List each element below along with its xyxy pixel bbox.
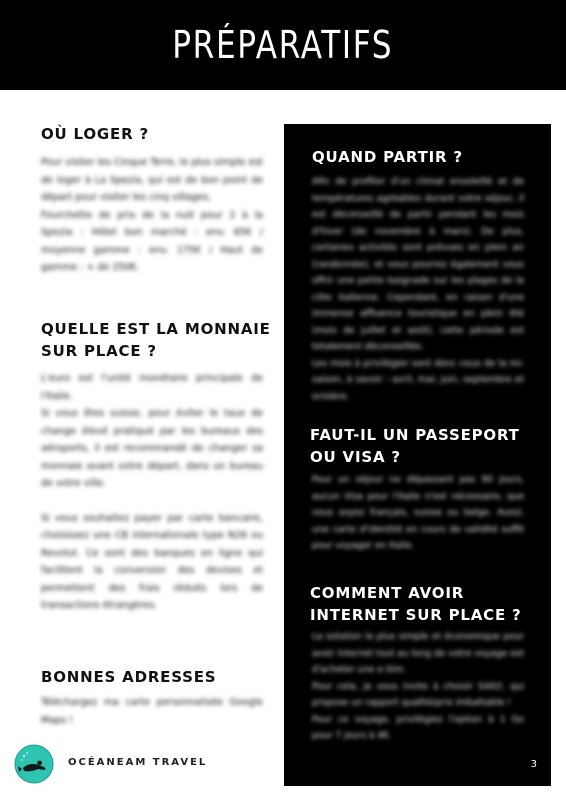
when-to-go-title: QUAND PARTIR ? <box>312 148 463 166</box>
page-number: 3 <box>530 759 537 770</box>
internet-body <box>312 629 524 745</box>
currency-title: QUELLE EST LA MONNAIE SUR PLACE ? <box>41 320 271 360</box>
where-to-stay-title: OÙ LOGER ? <box>41 125 149 143</box>
brand-name: OCÉANEAM TRAVEL <box>68 757 208 768</box>
map-link[interactable]: Téléchargez ma carte personnalisée Google Maps ! <box>41 697 263 726</box>
paragraph: La solution la plus simple et économique pour avoir internet tout au long de votre voyage est d'acheter une e-Sim. <box>312 632 524 675</box>
page-title: PRÉPARATIFS <box>172 23 394 67</box>
passport-body <box>312 472 524 555</box>
currency-body <box>41 370 263 615</box>
paragraph: Pour cela, je vous invite à choisir SAILY, qui propose un rapport qualité/prix imbattable ! <box>312 681 524 708</box>
internet-title: COMMENT AVOIR INTERNET SUR PLACE ? <box>310 584 522 624</box>
scuba-diver-icon <box>14 744 54 784</box>
good-addresses-body <box>41 694 263 729</box>
paragraph: Afin de profiter d'un climat ensoleillé et de températures agréables durant votre séjour, il est déconseillé de partir pendant les mois d'hiver (de novembre à mars). De plus, certaines activités sont prévues en plein air (randonnée), et vous pourrez également vous offrir une petite baignade sur les plages de la côte italienne. Cependant, en raison d'une immense affluence touristique en plein été (mois de juillet et août), cette période est totalement déconseillée. <box>312 177 524 352</box>
paragraph: Si vous souhaitez payer par carte bancaire, choisissez une CB internationale type N26 ou Revolut. Ce sont des banques en ligne qui facilitent la conversion des devises et permettent des frais réduits lors de transactions étrangères. <box>41 512 263 611</box>
paragraph: Les mois à privilégier sont donc ceux de la mi-saison, à savoir : avril, mai, juin, septembre et octobre. <box>312 358 524 402</box>
paragraph: Si vous êtes suisse, pour éviter le taux de change élevé pratiqué par les bureaux des aéroports, il est recommandé de changer sa monnaie avant votre départ, dans un bureau de votre ville. <box>41 408 263 489</box>
good-addresses-title: BONNES ADRESSES <box>41 668 217 686</box>
when-to-go-body <box>312 174 524 405</box>
paragraph: L'euro est l'unité monétaire principale de l'Italie. <box>41 373 263 402</box>
paragraph: Pour visiter les Cinque Terre, le plus simple est de loger à La Spezia, qui est de bon point de départ pour visiter les cinq villages. <box>41 157 263 203</box>
info-panel <box>284 124 551 786</box>
paragraph: Pour un séjour ne dépassant pas 90 jours, aucun Visa pour l'Italie n'est nécessaire, que vous soyez français, suisse ou belge. Aussi, une carte d'identité en cours de validité suffit pour voyager en Italie. <box>312 475 524 551</box>
paragraph: Fourchette de prix de la nuit pour 2 à la Spezia : Hôtel bon marché : env. 65€ / moyenne gamme : env. 175€ / Haut de gamme : + de 250€. <box>41 209 263 273</box>
paragraph: Pour ce voyage, privilégiez l'option à 1 Go pour 7 jours à 4€. <box>312 714 524 741</box>
passport-title: FAUT-IL UN PASSEPORT OU VISA ? <box>310 426 520 466</box>
page-header <box>0 0 566 90</box>
where-to-stay-body <box>41 154 263 277</box>
